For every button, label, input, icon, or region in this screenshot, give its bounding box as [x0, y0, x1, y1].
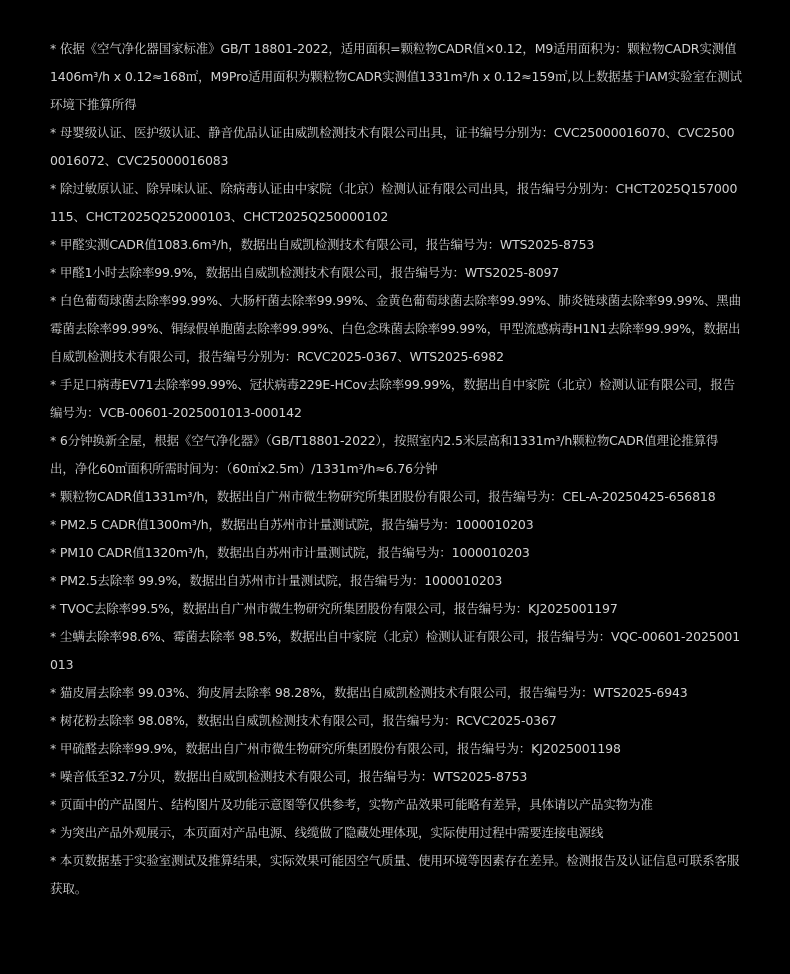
disclaimer-notes	[50, 35, 742, 903]
note-tvoc-removal: * TVOC去除率99.5%，数据出自广州市微生物研究所集团股份有限公司，报告编号为：KJ2025001197	[50, 601, 618, 616]
note-methanethiol-removal: * 甲硫醛去除率99.9%，数据出自广州市微生物研究所集团股份有限公司，报告编号为：KJ2025001198	[50, 741, 621, 756]
note-bacteria-removal: * 白色葡萄球菌去除率99.99%、大肠杆菌去除率99.99%、金黄色葡萄球菌去除率99.99%、肺炎链球菌去除率99.99%、黑曲霉菌去除率99.99%、铜绿假单胞菌去除率99.99%、白色念珠菌去除率99.99%，甲型流感病毒H1N1去除率99.99%，数据出自威凯检测技术有限公司，报告编号分别为：RCVC2025-0367、WTS2025-6982	[50, 293, 741, 364]
note-particle-cadr: * 颗粒物CADR值1331m³/h，数据出自广州市微生物研究所集团股份有限公司，报告编号为：CEL-A-20250425-656818	[50, 489, 716, 504]
note-pm25-cadr: * PM2.5 CADR值1300m³/h，数据出自苏州市计量测试院，报告编号为：1000010203	[50, 517, 534, 532]
note-image-reference: * 页面中的产品图片、结构图片及功能示意图等仅供参考，实物产品效果可能略有差异，具体请以产品实物为准	[50, 797, 653, 812]
note-pm25-removal: * PM2.5去除率 99.9%，数据出自苏州市计量测试院，报告编号为：1000010203	[50, 573, 503, 588]
note-pm10-cadr: * PM10 CADR值1320m³/h，数据出自苏州市计量测试院，报告编号为：1000010203	[50, 545, 530, 560]
note-certifications: * 母婴级认证、医护级认证、静音优品认证由威凯检测技术有限公司出具，证书编号分别为：CVC25000016070、CVC25000016072、CVC25000016083	[50, 125, 735, 168]
note-mite-mold-removal: * 尘螨去除率98.6%、霉菌去除率 98.5%，数据出自中家院（北京）检测认证有限公司，报告编号为：VQC-00601-2025001013	[50, 629, 740, 672]
note-pollen-removal: * 树花粉去除率 98.08%，数据出自威凯检测技术有限公司，报告编号为：RCVC2025-0367	[50, 713, 557, 728]
note-data-basis: * 本页数据基于实验室测试及推算结果，实际效果可能因空气质量、使用环境等因素存在差异。检测报告及认证信息可联系客服获取。	[50, 853, 740, 896]
note-pet-dander-removal: * 猫皮屑去除率 99.03%、狗皮屑去除率 98.28%，数据出自威凯检测技术有限公司，报告编号为：WTS2025-6943	[50, 685, 688, 700]
note-noise-level: * 噪音低至32.7分贝，数据出自威凯检测技术有限公司，报告编号为：WTS2025-8753	[50, 769, 528, 784]
note-cadr-area: * 依据《空气净化器国家标准》GB/T 18801-2022，适用面积=颗粒物CADR值×0.12，M9适用面积为：颗粒物CADR实测值1406m³/h x 0.12≈168㎡，M9Pro适用面积为颗粒物CADR实测值1331m³/h x 0.12≈159㎡,以上数据基于IAM实验室在测试环境下推算所得	[50, 41, 742, 112]
note-allergen-certifications: * 除过敏原认证、除异味认证、除病毒认证由中家院（北京）检测认证有限公司出具，报告编号分别为：CHCT2025Q157000115、CHCT2025Q252000103、CHCT2025Q250000102	[50, 181, 738, 224]
note-air-renewal: * 6分钟换新全屋，根据《空气净化器》（GB/T18801-2022），按照室内2.5米层高和1331m³/h颗粒物CADR值理论推算得出，净化60㎡面积所需时间为：（60㎡x2.5m）/1331m³/h≈6.76分钟	[50, 433, 719, 476]
note-virus-removal: * 手足口病毒EV71去除率99.99%、冠状病毒229E-HCov去除率99.99%，数据出自中家院（北京）检测认证有限公司，报告编号为：VCB-00601-2025001013-000142	[50, 377, 735, 420]
note-formaldehyde-cadr: * 甲醛实测CADR值1083.6m³/h，数据出自威凯检测技术有限公司，报告编号为：WTS2025-8753	[50, 237, 595, 252]
note-formaldehyde-removal: * 甲醛1小时去除率99.9%，数据出自威凯检测技术有限公司，报告编号为：WTS2025-8097	[50, 265, 560, 280]
note-cable-hidden: * 为突出产品外观展示，本页面对产品电源、线缆做了隐藏处理体现，实际使用过程中需要连接电源线	[50, 825, 604, 840]
